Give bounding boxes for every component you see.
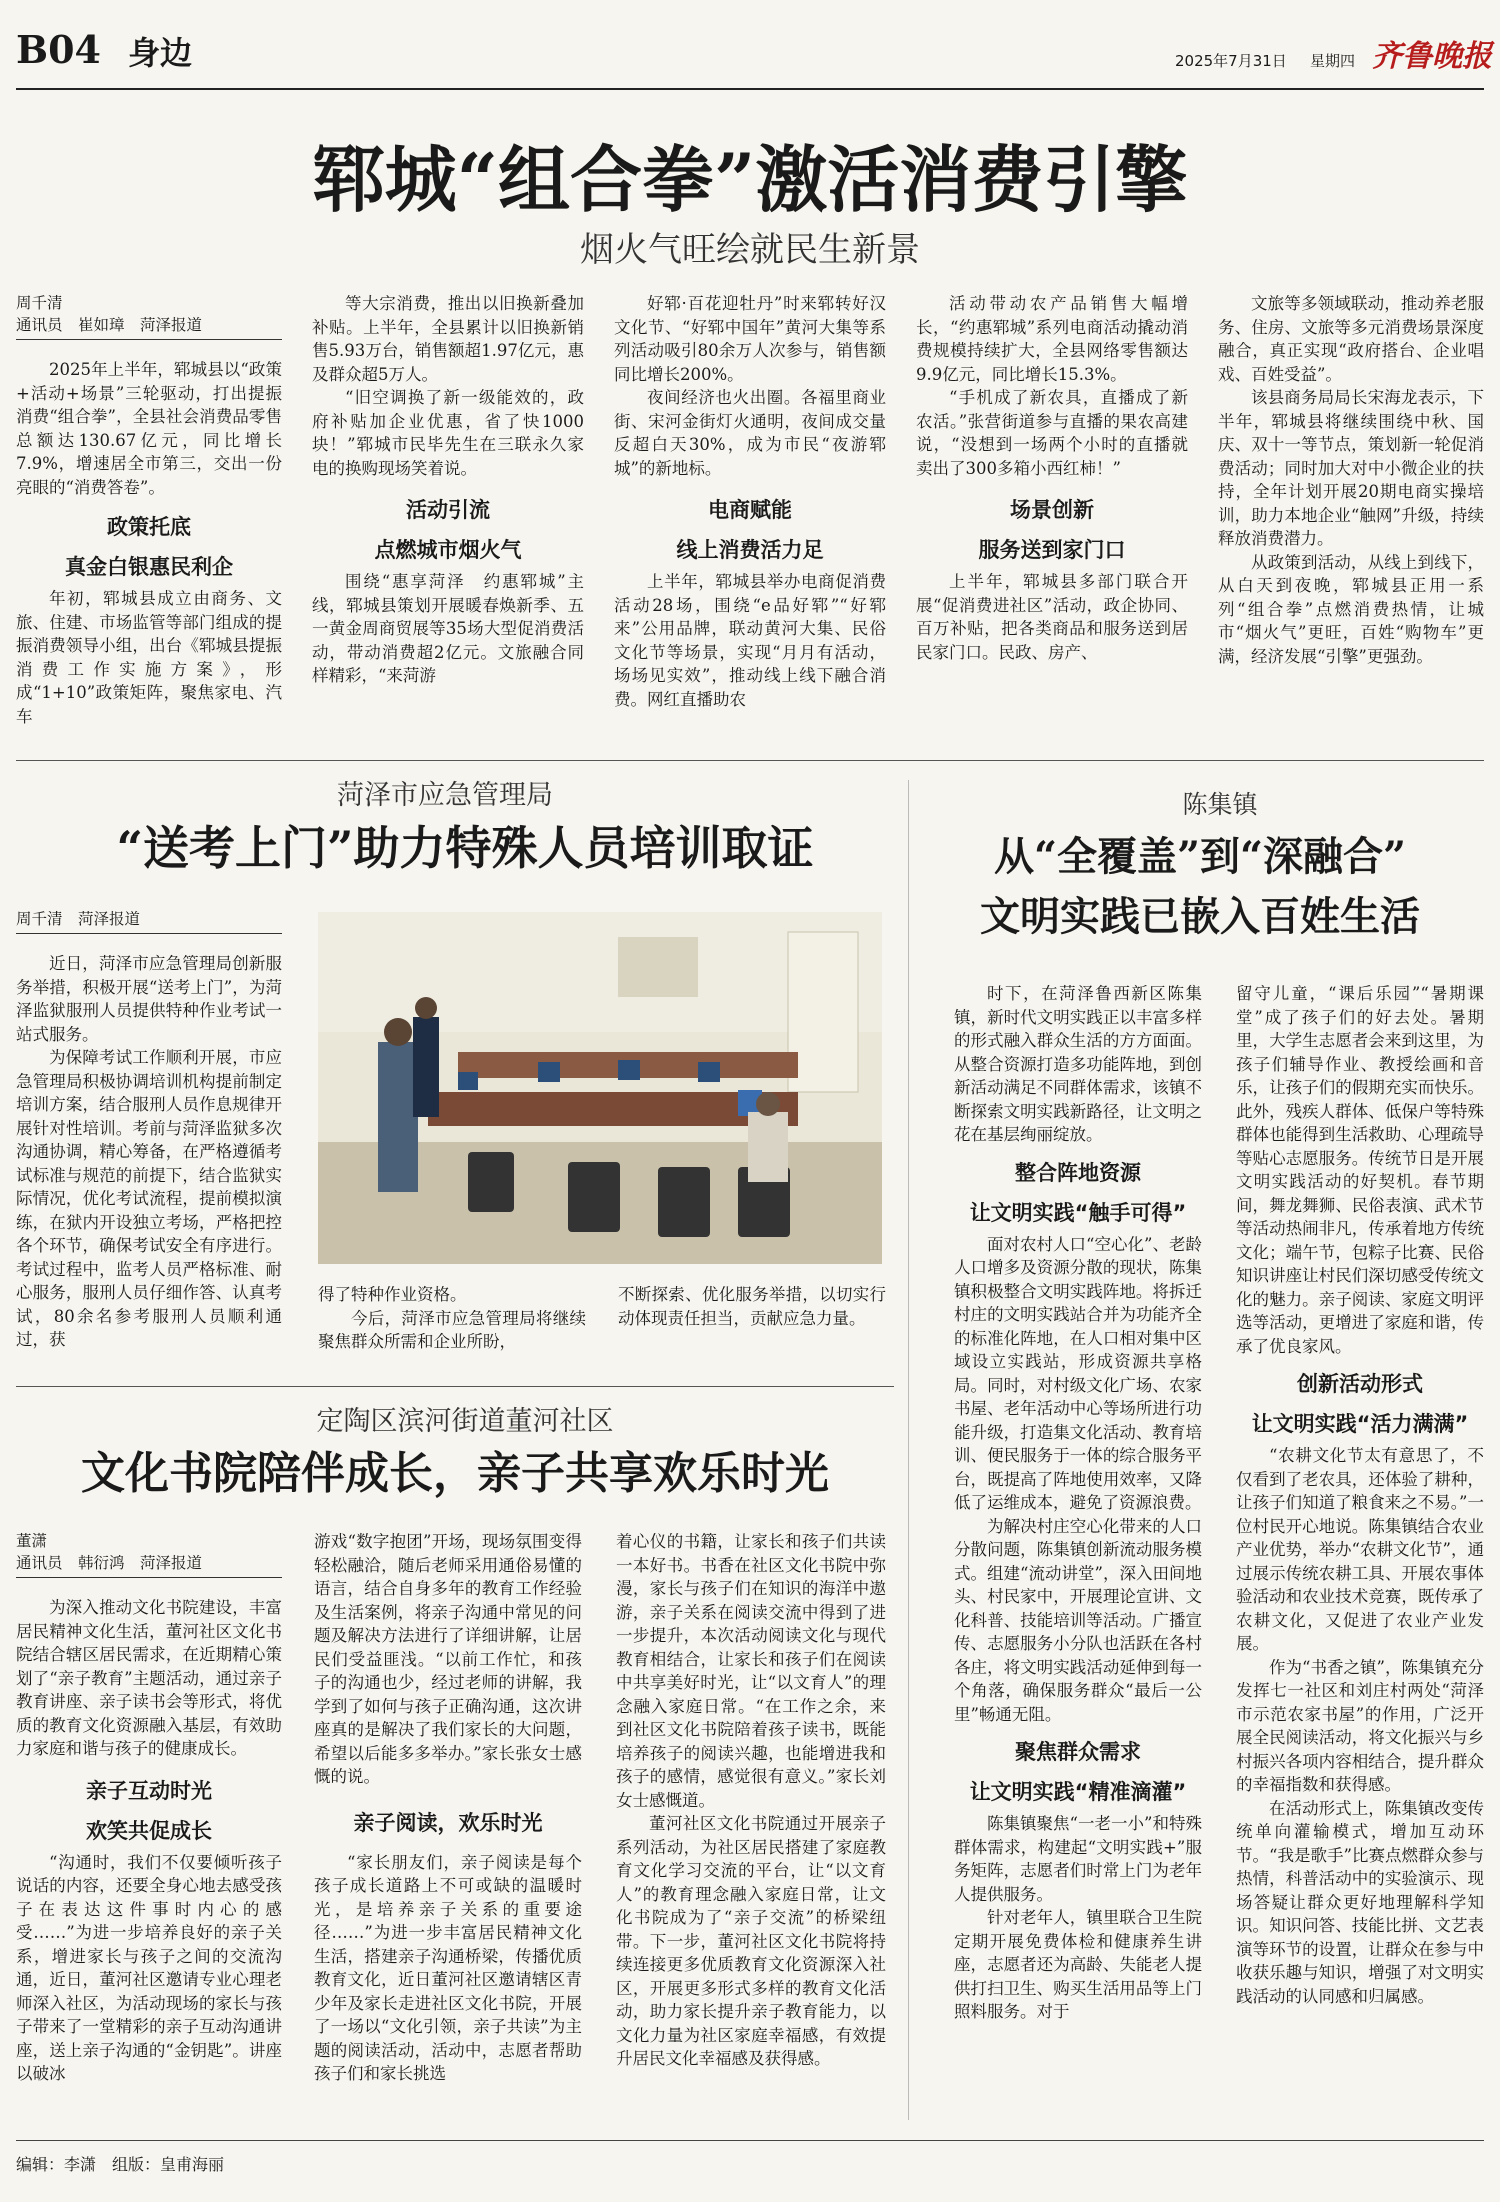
a4-subhead-1a: 亲子互动时光 bbox=[86, 1778, 212, 1803]
a1-headline: 郓城“组合拳”激活消费引擎 bbox=[312, 140, 1188, 220]
footer-layout: 组版：皇甫海丽 bbox=[112, 2155, 225, 2174]
a4-column-2 bbox=[314, 1530, 582, 2110]
a2-para: 今后，菏泽市应急管理局将继续聚焦群众所需和企业所盼， bbox=[318, 1308, 586, 1351]
a3-subhead-2b: 让文明实践“精准滴灌” bbox=[969, 1780, 1187, 1804]
a3-subhead-1b: 让文明实践“触手可得” bbox=[969, 1200, 1187, 1225]
a1-byline: 周千清 通讯员 崔如璋 菏泽报道 bbox=[16, 292, 282, 340]
a4-headline: 文化书院陪伴成长，亲子共享欢乐时光 bbox=[81, 1448, 829, 1499]
a4-subhead-2: 亲子阅读，欢乐时光 bbox=[353, 1810, 543, 1835]
a2-para: 得了特种作业资格。 bbox=[318, 1285, 467, 1304]
a1-column-4 bbox=[916, 292, 1188, 730]
a2-column-2 bbox=[318, 1283, 586, 1363]
a1-column-5 bbox=[1218, 292, 1484, 730]
issue-weekday: 星期四 bbox=[1310, 52, 1356, 70]
a3-para: 面对农村人口“空心化”、老龄人口增多及资源分散的现状，陈集镇积极整合文明实践阵地。将拆迁村庄的文明实践站合并为功能齐全的标准化阵地，在人口相对集中区域设立实践站，形成资源共享格局。同时，对村级文化广场、农家书屋、老年活动中心等场所进行功能升级，打造集文化活动、教育培训、便民服务于一体的综合服务平台，既提高了阵地使用效率，又降低了运维成本，避免了资源浪费。 bbox=[954, 1234, 1202, 1512]
a3-para: 陈集镇聚焦“一老一小”和特殊群体需求，构建起“文明实践+”服务矩阵，志愿者们时常上门为老年人提供服务。 bbox=[954, 1814, 1202, 1904]
a3-headline-1: 从“全覆盖”到“深融合” bbox=[993, 833, 1407, 880]
a4-kicker: 定陶区滨河街道董河社区 bbox=[316, 1406, 614, 1437]
header-rule bbox=[16, 88, 1484, 90]
a1-para: 年初，郓城县成立由商务、文旅、住建、市场监管等部门组成的提振消费领导小组，出台《郓城县提振消费工作实施方案》，形成“1+10”政策矩阵，聚焦家电、汽车 bbox=[16, 589, 282, 726]
a1-subhead-2a: 活动引流 bbox=[406, 498, 490, 522]
a4-para: “沟通时，我们不仅要倾听孩子说话的内容，还要全身心地去感受孩子在表达这件事时内心的感受……”为进一步培养良好的亲子关系，增进家长与孩子之间的交流沟通，近日，董河社区邀请专业心理老师深入社区，为活动现场的家长与孩子带来了一堂精彩的亲子互动沟通讲座，送上亲子沟通的“金钥匙”。讲座以破冰 bbox=[16, 1852, 282, 2083]
a1-column-3 bbox=[614, 292, 886, 730]
a4-para: “家长朋友们，亲子阅读是每个孩子成长道路上不可或缺的温暖时光，是培养亲子关系的重要途径……”为进一步丰富居民精神文化生活，搭建亲子沟通桥梁，传播优质教育文化，近日董河社区邀请辖区青少年及家长走进社区文化书院，开展了一场以“文化引领，亲子共读”为主题的阅读活动，活动中，志愿者帮助孩子们和家长挑选 bbox=[314, 1852, 582, 2083]
a1-para: 从政策到活动，从线上到线下，从白天到夜晚，郓城县正用一系列“组合拳”点燃消费热情，让城市“烟火气”更旺，百姓“购物车”更满，经济发展“引擎”更强劲。 bbox=[1218, 552, 1484, 666]
a3-para: “农耕文化节太有意思了，不仅看到了老农具，还体验了耕种，让孩子们知道了粮食来之不易。”一位村民开心地说。陈集镇结合农业产业优势，举办“农耕文化节”，通过展示传统农耕工具、开展农事体验活动和农业技术竞赛，既传承了农耕文化，又促进了农业产业发展。 bbox=[1236, 1446, 1484, 1653]
a1-subhead-2b: 点燃城市烟火气 bbox=[374, 538, 522, 562]
footer-rule bbox=[16, 2140, 1484, 2141]
a1-para: 文旅等多领域联动，推动养老服务、住房、文旅等多元消费场景深度融合，真正实现“政府搭台、企业唱戏、百姓受益”。 bbox=[1218, 294, 1484, 384]
a1-para: 好郓·百花迎牡丹”时来郓转好汉文化节、“好郓中国年”黄河大集等系列活动吸引80余万人次参与，销售额同比增长200%。 bbox=[614, 294, 886, 384]
a1-para: “旧空调换了新一级能效的，政府补贴加企业优惠，省了快1000块！”郓城市民毕先生在三联永久家电的换购现场笑着说。 bbox=[312, 388, 584, 478]
a1-para: 活动带动农产品销售大幅增长，“约惠郓城”系列电商活动撬动消费规模持续扩大，全县网络零售额达9.9亿元，同比增长15.3%。 bbox=[916, 294, 1188, 384]
a3-subhead-3b: 让文明实践“活力满满” bbox=[1251, 1412, 1469, 1436]
a1-para: “手机成了新农具，直播成了新农活。”张营街道参与直播的果农高建说，“没想到一场两个小时的直播就卖出了300多箱小西红柿！” bbox=[916, 388, 1188, 478]
a3-para: 留守儿童，“课后乐园”“暑期课堂”成了孩子们的好去处。暑期里，大学生志愿者会来到这里，为孩子们辅导作业、教授绘画和音乐，让孩子们的假期充实而快乐。此外，残疾人群体、低保户等特殊群体也能得到生活救助、心理疏导等贴心志愿服务。传统节日是开展文明实践活动的好契机。春节期间，舞龙舞狮、民俗表演、武术节等活动热闹非凡，传承着地方传统文化；端午节，包粽子比赛、民俗知识讲座让村民们深切感受传统文化的魅力。亲子阅读、家庭文明评选等活动，更增进了家庭和谐，传承了优良家风。 bbox=[1236, 984, 1484, 1356]
a1-column-1 bbox=[16, 292, 282, 730]
a1-para: 上半年，郓城县多部门联合开展“促消费进社区”活动，政企协同、百万补贴，把各类商品和服务送到居民家门口。民政、房产、 bbox=[916, 572, 1188, 662]
a2-para: 为保障考试工作顺利开展，市应急管理局积极协调培训机构提前制定培训方案，结合服刑人员作息规律开展针对性培训。考前与菏泽监狱多次沟通协调，精心筹备，在严格遵循考试标准与规范的前提下，结合监狱实际情况，优化考试流程，提前模拟演练，在狱内开设独立考场，严格把控各个环节，确保考试安全有序进行。考试过程中，监考人员严格标准、耐心服务，服刑人员仔细作答、认真考试，80余名参考服刑人员顺利通过，获 bbox=[16, 1048, 282, 1349]
a1-column-2 bbox=[312, 292, 584, 730]
a3-para: 针对老年人，镇里联合卫生院定期开展免费体检和健康养生讲座，志愿者还为高龄、失能老人提供打扫卫生、购买生活用品等上门照料服务。对于 bbox=[954, 1908, 1202, 2021]
a1-subheadline: 烟火气旺绘就民生新景 bbox=[580, 230, 920, 270]
a2-headline: “送考上门”助力特殊人员培训取证 bbox=[116, 821, 814, 875]
page-code: B04 bbox=[16, 27, 101, 72]
a4-para: 游戏“数字抱团”开场，现场氛围变得轻松融洽，随后老师采用通俗易懂的语言，结合自身多年的教育工作经验及生活案例，将亲子沟通中常见的问题及解决方法进行了详细讲解，让居民们受益匪浅。“以前工作忙，和孩子的沟通也少，经过老师的讲解，我学到了如何与孩子正确沟通，这次讲座真的是解决了我们家长的大问题，希望以后能多多举办。”家长张女士感慨的说。 bbox=[314, 1532, 582, 1786]
a4-para: 董河社区文化书院通过开展亲子系列活动，为社区居民搭建了家庭教育文化学习交流的平台，让“以文育人”的教育理念融入家庭日常，让文化书院成为了“亲子交流”的桥梁纽带。下一步，董河社区文化书院将持续连接更多优质教育文化资源深入社区，开展更多形式多样的教育文化活动，助力家长提升亲子教育能力，以文化力量为社区家庭幸福感，有效提升居民文化幸福感及获得感。 bbox=[616, 1814, 886, 2068]
a3-subhead-2a: 聚焦群众需求 bbox=[1015, 1740, 1141, 1764]
a2-para: 近日，菏泽市应急管理局创新服务举措，积极开展“送考上门”，为菏泽监狱服刑人员提供特种作业考试一站式服务。 bbox=[16, 954, 282, 1044]
a3-para: 为解决村庄空心化带来的人口分散问题，陈集镇创新流动服务模式。组建“流动讲堂”，深入田间地头、村民家中，开展理论宣讲、文化科普、技能培训等活动。广播宣传、志愿服务小分队也活跃在各村各庄，将文明实践活动延伸到每一个角落，确保服务群众“最后一公里”畅通无阻。 bbox=[954, 1516, 1202, 1724]
a1-para: 2025年上半年，郓城县以“政策+活动+场景”三轮驱动，打出提振消费“组合拳”，全县社会消费品零售总额达130.67亿元，同比增长7.9%，增速居全市第三，交出一份亮眼的“消费答卷”。 bbox=[16, 360, 282, 497]
a1-subhead-1a: 政策托底 bbox=[107, 515, 191, 539]
a1-subhead-3b: 线上消费活力足 bbox=[676, 538, 824, 562]
a4-subhead-1b: 欢笑共促成长 bbox=[86, 1818, 212, 1843]
a3-subhead-1a: 整合阵地资源 bbox=[1015, 1160, 1141, 1185]
a4-byline: 董潇 通讯员 韩衍鸿 菏泽报道 bbox=[16, 1530, 282, 1578]
a1-subhead-3a: 电商赋能 bbox=[708, 498, 792, 522]
a1-subhead-4a: 场景创新 bbox=[1010, 498, 1094, 522]
column-divider bbox=[908, 780, 909, 2120]
a3-para: 作为“书香之镇”，陈集镇充分发挥七一社区和刘庄村两处“菏泽市示范农家书屋”的作用，广泛开展全民阅读活动，将文化振兴与乡村振兴各项内容相结合，提升群众的幸福指数和获得感。 bbox=[1236, 1657, 1484, 1794]
a3-subhead-3a: 创新活动形式 bbox=[1297, 1372, 1423, 1396]
a2-para: 不断探索、优化服务举措，以切实行动体现责任担当，贡献应急力量。 bbox=[618, 1285, 886, 1328]
exam-room-photo bbox=[318, 912, 882, 1264]
a1-para: 上半年，郓城县举办电商促消费活动28场，围绕“e品好郓”“好郓来”公用品牌，联动黄河大集、民俗文化节等场景，实现“月月有活动，场场见实效”，推动线上线下融合消费。网红直播助农 bbox=[614, 572, 886, 709]
a4-column-3 bbox=[616, 1530, 886, 2110]
a2-byline: 周千清 菏泽报道 bbox=[16, 908, 282, 934]
a3-column-2 bbox=[1236, 982, 1484, 2110]
section-name: 身边 bbox=[128, 34, 193, 72]
a1-para: 围绕“惠享菏泽 约惠郓城”主线，郓城县策划开展暖春焕新季、五一黄金周商贸展等35场大型促消费活动，带动消费超2亿元。文旅融合同样精彩，“来菏游 bbox=[312, 572, 584, 685]
a2-kicker: 菏泽市应急管理局 bbox=[337, 780, 553, 811]
a3-para: 时下，在菏泽鲁西新区陈集镇，新时代文明实践正以丰富多样的形式融入群众生活的方方面面。从整合资源打造多功能阵地，到创新活动满足不同群体需求，该镇不断探索文明实践新路径，让文明之花在基层绚丽绽放。 bbox=[954, 984, 1202, 1144]
divider bbox=[16, 760, 1484, 761]
a1-para: 该县商务局局长宋海龙表示，下半年，郓城县将继续围绕中秋、国庆、双十一等节点，策划新一轮促消费活动；同时加大对中小微企业的扶持，全年计划开展20期电商实操培训，助力本地企业“触网”升级，持续释放消费潜力。 bbox=[1218, 388, 1484, 548]
a4-para: 为深入推动文化书院建设，丰富居民精神文化生活，董河社区文化书院结合辖区居民需求，在近期精心策划了“亲子教育”主题活动，通过亲子教育讲座、亲子读书会等形式，将优质的教育文化资源融入基层，有效助力家庭和谐与孩子的健康成长。 bbox=[16, 1598, 282, 1758]
a4-para: 着心仪的书籍，让家长和孩子们共读一本好书。书香在社区文化书院中弥漫，家长与孩子们在知识的海洋中遨游，亲子关系在阅读交流中得到了进一步提升，本次活动阅读文化与现代教育相结合，让家长和孩子们在阅读中共享美好时光，让“以文育人”的理念融入家庭日常。“在工作之余，来到社区文化书院陪着孩子读书，既能培养孩子的阅读兴趣，也能增进我和孩子的感情，感觉很有意义。”家长刘女士感慨道。 bbox=[616, 1532, 886, 1810]
a1-para: 等大宗消费，推出以旧换新叠加补贴。上半年，全县累计以旧换新销售5.93万台，销售额超1.97亿元，惠及群众超5万人。 bbox=[312, 294, 584, 384]
footer-editor: 编辑：李潇 bbox=[16, 2155, 97, 2174]
newspaper-logo: 齐鲁晚报 bbox=[1372, 39, 1492, 74]
issue-date: 2025年7月31日 bbox=[1175, 52, 1287, 70]
a3-column-1 bbox=[954, 982, 1202, 2110]
a4-column-1 bbox=[16, 1530, 282, 2110]
a1-subhead-4b: 服务送到家门口 bbox=[978, 538, 1126, 562]
a3-kicker: 陈集镇 bbox=[1182, 790, 1258, 819]
a2-column-3 bbox=[618, 1283, 886, 1363]
a3-para: 在活动形式上，陈集镇改变传统单向灌输模式，增加互动环节。“我是歌手”比赛点燃群众参与热情，科普活动中的实验演示、现场答疑让群众更好地理解科学知识。知识问答、技能比拼、文艺表演等环节的设置，让群众在参与中收获乐趣与知识，增强了对文明实践活动的认同感和归属感。 bbox=[1236, 1798, 1484, 2006]
a2-column-1 bbox=[16, 908, 282, 1360]
a3-headline-2: 文明实践已嵌入百姓生活 bbox=[980, 893, 1420, 940]
a1-para: 夜间经济也火出圈。各福里商业街、宋河金街灯火通明，夜间成交量反超白天30%，成为市民“夜游郓城”的新地标。 bbox=[614, 388, 886, 478]
a1-subhead-1b: 真金白银惠民利企 bbox=[65, 555, 233, 579]
divider bbox=[16, 1386, 894, 1387]
